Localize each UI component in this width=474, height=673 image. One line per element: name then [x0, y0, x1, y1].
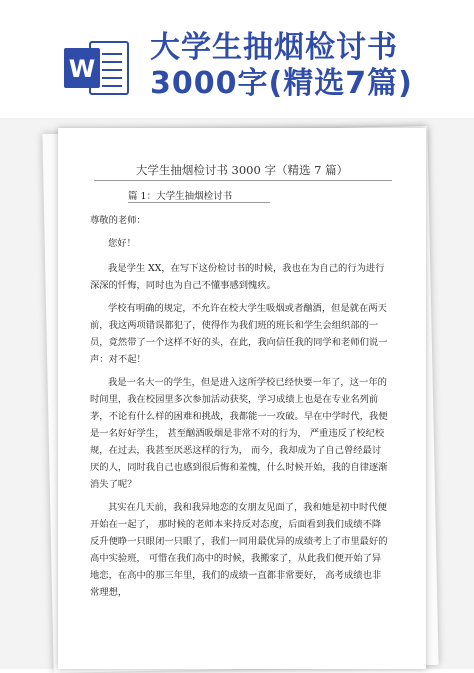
salutation: 尊敬的老师： [90, 215, 146, 226]
paragraph: 我是学生 XX，在写下这份检讨书的时候，我也在为自己的行为进行深深的忏悔，同时也为自己不懂事感到愧疚。 [90, 263, 385, 291]
title-line-2: 3000字(精选7篇) [150, 66, 413, 101]
page-title [150, 30, 465, 102]
document-page [58, 128, 426, 669]
svg-text:W: W [68, 55, 96, 83]
document-body [90, 212, 388, 607]
paragraph: 学校有明确的规定，不允许在校大学生吸烟或者酗酒，但是就在两天前，我这两项错误都犯了，使得作为我们班的班长和学生会组织部的一员，竟然带了一个这样不好的头，在此，我向信任我的同学和老师们说一声：对不起！ [90, 303, 388, 365]
word-document-icon [62, 38, 130, 98]
paragraph: 我是一名大一的学生，但是进入这所学校已经快要一年了，这一年的时间里，我在校园里多次参加活动获奖，学习成绩上也是在专业名列前茅，不论有什么样的困难和挑战，我都能一一攻破。早在中学时代，我便是一名好好学生， 甚至酗酒吸烟是非常不对的行为， 严重违反了校纪校规，在过去，我甚至厌恶这样的行为， 而今，我却成为了自己曾经最讨厌的人，同时我自己也感到很后悔和羞愧，什么时候开始，我的自律逐渐消失了呢？ [90, 377, 388, 490]
greeting: 您好！ [108, 238, 136, 249]
header-banner [0, 0, 474, 125]
title-divider [94, 180, 392, 181]
document-title: 大学生抽烟检讨书 3000 字（精选 7 篇） [135, 163, 349, 177]
paragraph: 其实在几天前，我和我异地恋的女朋友见面了，我和她是初中时代便开始在一起了， 那时候的老师本来持反对态度，后面看到我们成绩不降反升便睁一只眼闭一只眼了，我们一同用最优异的成绩考上了市里最好的高中实验班， 可惜在我们高中的时候，我搬家了，从此我们便开始了异地恋，在高中的那三年里，我们的成绩一直都非常要好， 高考成绩也非常理想， [90, 502, 388, 598]
title-line-1: 大学生抽烟检讨书 [150, 30, 398, 65]
section-divider [128, 202, 270, 203]
section-heading: 篇 1：大学生抽烟检讨书 [128, 191, 233, 202]
